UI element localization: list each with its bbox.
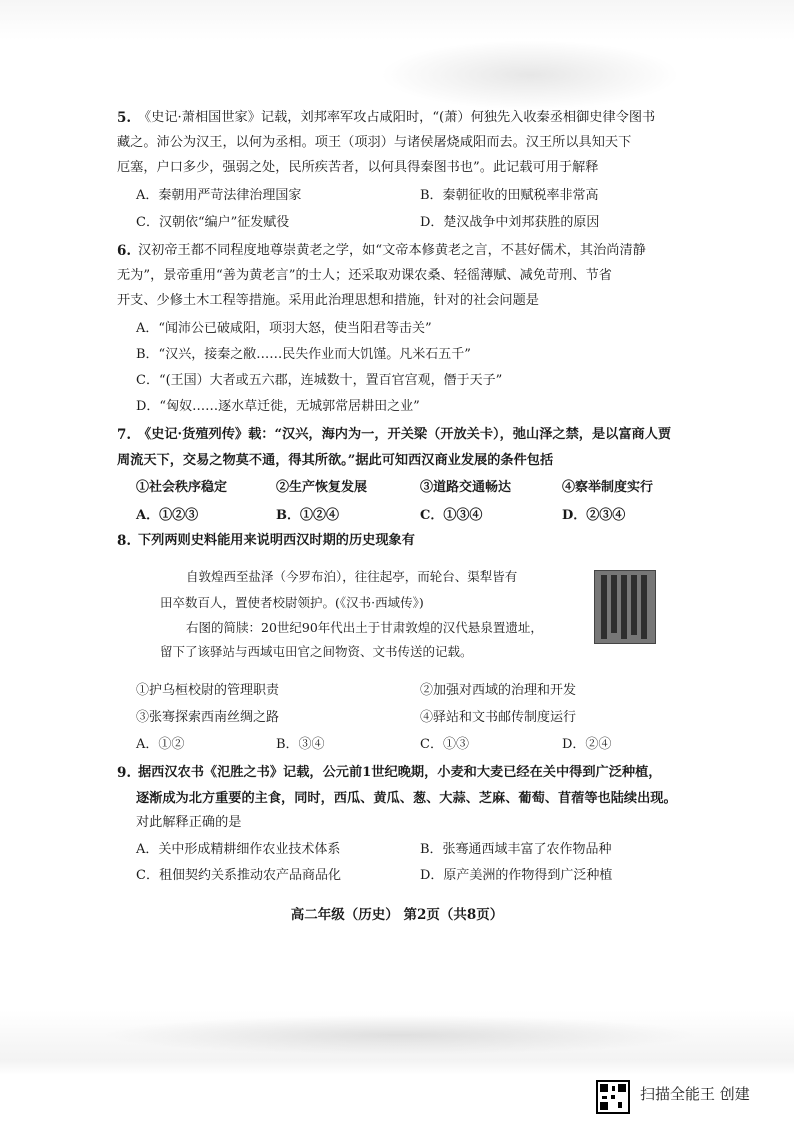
question-6-option-d[interactable]: D．“匈奴……逐水草迁徙，无城郭常居耕田之业” [136,399,420,414]
question-8-source-text: 留下了该驿站与西域屯田官之间物资、文书传送的记载。 [160,644,473,659]
question-8-number: 8. [117,533,132,549]
question-9-option-c[interactable]: C．租佃契约关系推动农产品商品化 [136,868,341,883]
question-7-item: ③道路交通畅达 [420,480,512,495]
question-6-line: 汉初帝王都不同程度地尊崇黄老之学，如“文帝本修黄老之言，不甚好儒术，其治尚清静 [138,243,646,258]
question-7-option-c[interactable]: C．①③④ [420,508,483,523]
question-6-option-a[interactable]: A．“闻沛公已破咸阳，项羽大怒，使当阳君等击关” [136,321,432,336]
question-7-item: ②生产恢复发展 [276,480,368,495]
question-7-item: ④察举制度实行 [562,480,654,495]
question-9-option-a[interactable]: A．关中形成精耕细作农业技术体系 [136,842,341,857]
qr-code-icon [596,1080,630,1114]
question-7-option-b[interactable]: B．①②④ [276,508,339,523]
question-8-source-text: 右图的简牍：20世纪90年代出土于甘肃敦煌的汉代悬泉置遗址， [186,620,543,635]
question-7-option-a[interactable]: A．①②③ [136,508,199,523]
question-5-line: 厄塞，户口多少，强弱之处，民所疾苦者，以何具得秦图书也”。此记载可用于解释 [117,160,599,175]
question-6-option-b[interactable]: B．“汉兴，接秦之敝……民失作业而大饥馑。凡米石五千” [136,347,471,362]
question-8-item: ③张骞探索西南丝绸之路 [136,710,280,725]
bamboo-slip-image [594,570,656,644]
question-5-option-d[interactable]: D．楚汉战争中刘邦获胜的原因 [420,215,600,230]
question-8-item: ④驿站和文书邮传制度运行 [420,710,577,725]
question-7-line: 周流天下，交易之物莫不通，得其所欲。”据此可知西汉商业发展的条件包括 [117,453,554,468]
question-9-line: 对此解释正确的是 [136,815,242,830]
question-7-line: 《史记·货殖列传》载：“汉兴，海内为一，开关梁（开放关卡），弛山泽之禁，是以富商人贾 [138,427,672,442]
scanner-watermark: 扫描全能王 创建 [640,1085,750,1103]
scan-smudge [380,40,680,110]
question-8-option-b[interactable]: B．③④ [276,737,325,752]
question-8-source-text: 田卒数百人，置使者校尉领护。(《汉书·西域传》) [160,595,424,610]
scan-smudge [100,1015,700,1055]
question-8-option-a[interactable]: A．①② [136,737,185,752]
question-9-number: 9. [117,765,132,781]
question-8-stem: 下列两则史料能用来说明西汉时期的历史现象有 [138,533,415,548]
question-6-line: 无为”，景帝重用“善为黄老言”的士人；还采取劝课农桑、轻徭薄赋、减免苛刑、节省 [117,268,612,283]
question-7-number: 7. [117,427,132,443]
question-5-option-c[interactable]: C．汉朝依“编户”征发赋役 [136,215,290,230]
question-5-option-b[interactable]: B．秦朝征收的田赋税率非常高 [420,188,599,203]
question-9-line: 据西汉农书《氾胜之书》记载，公元前1世纪晚期，小麦和大麦已经在关中得到广泛种植， [138,765,662,780]
question-8-item: ②加强对西域的治理和开发 [420,683,577,698]
question-6-number: 6. [117,243,132,259]
question-6-option-c[interactable]: C．“(王国）大者或五六郡，连城数十，置百官宫观，僭于天子” [136,373,503,388]
question-8-item: ①护乌桓校尉的管理职责 [136,683,280,698]
question-7-item: ①社会秩序稳定 [136,480,228,495]
question-5-line: 藏之。沛公为汉王，以何为丞相。项王（项羽）与诸侯屠烧咸阳而去。汉王所以具知天下 [117,135,632,150]
question-5-line: 《史记·萧相国世家》记载，刘邦率军攻占咸阳时，“(萧）何独先入收秦丞相御史律令图书 [138,110,656,125]
question-8-option-d[interactable]: D．②④ [562,737,612,752]
question-5-number: 5. [117,110,132,126]
question-9-option-d[interactable]: D．原产美洲的作物得到广泛种植 [420,868,613,883]
question-8-option-c[interactable]: C．①③ [420,737,469,752]
question-7-option-d[interactable]: D．②③④ [562,508,626,523]
question-6-line: 开支、少修土木工程等措施。采用此治理思想和措施，针对的社会问题是 [117,293,539,308]
question-9-option-b[interactable]: B．张骞通西域丰富了农作物品种 [420,842,612,857]
question-5-option-a[interactable]: A．秦朝用严苛法律治理国家 [136,188,302,203]
question-9-line: 逐渐成为北方重要的主食，同时，西瓜、黄瓜、葱、大蒜、芝麻、葡萄、苜蓿等也陆续出现。 [136,791,677,806]
question-8-source-text: 自敦煌西至盐泽（今罗布泊），往往起亭，而轮台、渠犁皆有 [186,569,518,584]
page-footer: 高二年级（历史） 第2页（共8页） [290,907,504,923]
